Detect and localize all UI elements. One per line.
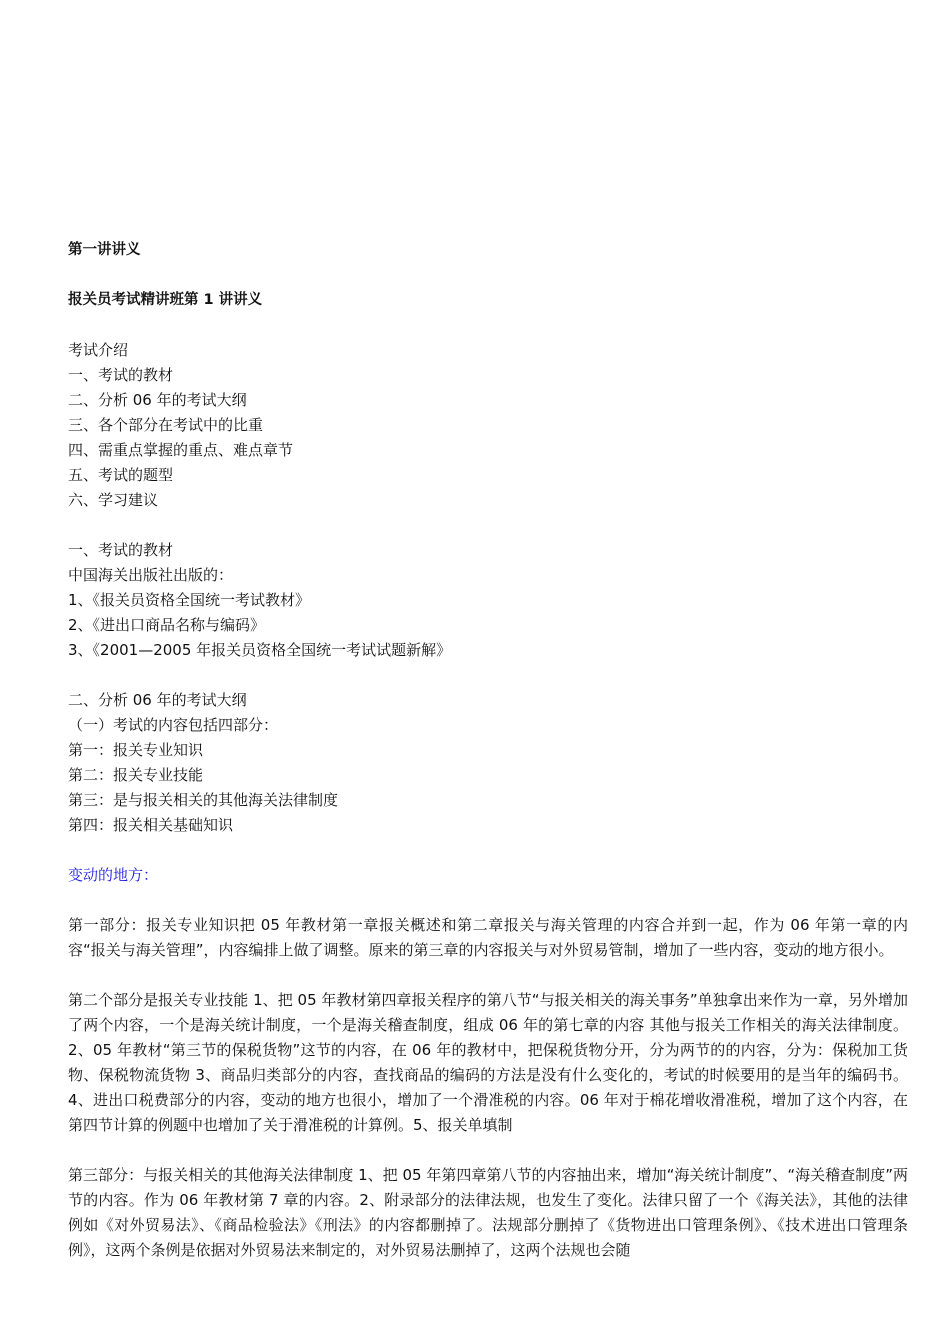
course-heading: 报关员考试精讲班第 1 讲讲义 (68, 292, 263, 308)
paragraph: 第二个部分是报关专业技能 1、把 05 年教材第四章报关程序的第八节“与报关相关的海关事务”单独拿出来作为一章，另外增加了两个内容，一个是海关统计制度，一个是海关稽查制度，组成 06 年的第七章的内容 其他与报关工作相关的海关法律制度。2、05 年教材“第三节的保税货物”这节的内容，在 06 年的教材中，把保税货物分开，分为两节的的内容，分为：保税加工货物、保税物流货物 3、商品归类部分的内容，查找商品的编码的方法是没有什么变化的，考试的时候要用的是当年的编码书。4、进出口税费部分的内容，变动的地方也很小，增加了一个滑准税的内容。06 年对于棉花增收滑准税，增加了这个内容，在第四节计算的例题中也增加了关于滑准税的计算例。5、报关单填制 (68, 991, 908, 1134)
intro-item: 六、学习建议 (68, 491, 159, 509)
lecture-heading: 第一讲讲义 (68, 242, 141, 258)
intro-item: 二、分析 06 年的考试大纲 (68, 391, 247, 409)
book-item: 2、《进出口商品名称与编码》 (68, 616, 266, 634)
part-item: 第二：报关专业技能 (68, 766, 204, 784)
part-item: 第一：报关专业知识 (68, 741, 204, 759)
intro-item: 四、需重点掌握的重点、难点章节 (68, 441, 294, 459)
publisher-line: 中国海关出版社出版的： (68, 566, 234, 584)
part-item: 第四：报关相关基础知识 (68, 816, 234, 834)
book-item: 1、《报关员资格全国统一考试教材》 (68, 591, 311, 609)
intro-item: 一、考试的教材 (68, 366, 174, 384)
section-title: 二、分析 06 年的考试大纲 (68, 691, 247, 709)
subsection-title: （一）考试的内容包括四部分： (68, 716, 279, 734)
paragraph: 第三部分：与报关相关的其他海关法律制度 1、把 05 年第四章第八节的内容抽出来，增加“海关统计制度”、“海关稽查制度”两节的内容。作为 06 年教材第 7 章的内容。2、附录部分的法律法规，也发生了变化。法律只留了一个《海关法》，其他的法律例如《对外贸易法》、《商品检验法》《刑法》的内容都删掉了。法规部分删掉了《货物进出口管理条例》、《技术进出口管理条例》，这两个条例是依据对外贸易法来制定的，对外贸易法删掉了，这两个法规也会随 (68, 1166, 908, 1259)
paragraph: 第一部分：报关专业知识把 05 年教材第一章报关概述和第二章报关与海关管理的内容合并到一起，作为 06 年第一章的内容“报关与海关管理”，内容编排上做了调整。原来的第三章的内容报关与对外贸易管制，增加了一些内容，变动的地方很小。 (68, 916, 908, 959)
intro-item: 三、各个部分在考试中的比重 (68, 416, 264, 434)
part-item: 第三：是与报关相关的其他海关法律制度 (68, 791, 339, 809)
intro-title: 考试介绍 (68, 341, 129, 359)
document-body (68, 238, 908, 1263)
changes-label: 变动的地方： (68, 866, 159, 884)
book-item: 3、《2001—2005 年报关员资格全国统一考试试题新解》 (68, 641, 452, 659)
section-title: 一、考试的教材 (68, 541, 174, 559)
intro-item: 五、考试的题型 (68, 466, 174, 484)
